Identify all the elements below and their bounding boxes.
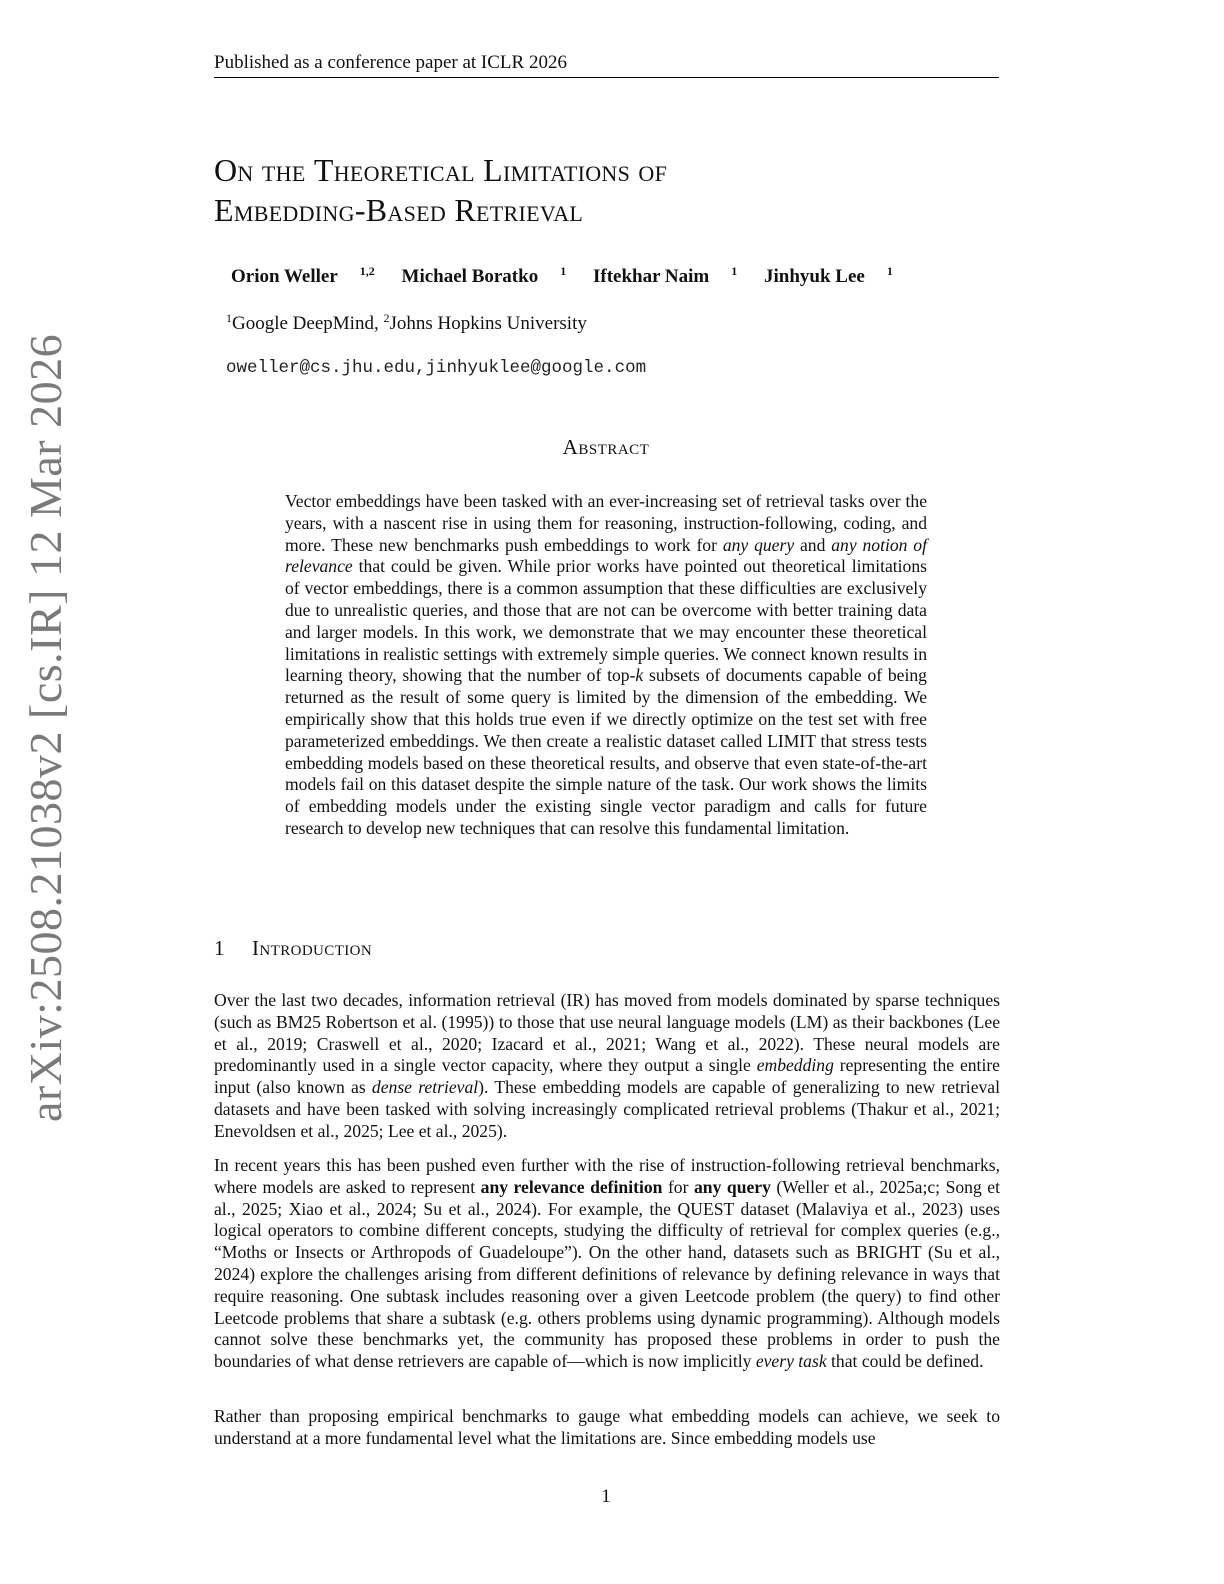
affiliations: $^1$Google DeepMind, $^2$Johns Hopkins University (226, 311, 587, 334)
text-run: In recent years this has been pushed even further with the rise of instruction-following retrieval benchmarks, where models are asked to represent (214, 1155, 1000, 1197)
title-line-1: On the Theoretical Limitations of (214, 152, 668, 188)
text-run: representing the entire input (also known as (214, 1055, 1000, 1098)
abstract-heading: Abstract (562, 435, 650, 459)
text-run: subsets of documents capable of being returned as the result of some query is limited by the dimension of the embedding. We empirically show that this holds true even if we directly optimize on the test set with free parameterized embeddings. We then create a realistic dataset called LIMIT that stress tests embedding models based on these theoretical results, and observe that even state-of-the-art models fail on this dataset despite the simple nature of the task. Our work shows the limits of embedding models under the existing single vector paradigm and calls for future research to develop new techniques that can resolve this fundamental limitation. (285, 665, 927, 838)
arxiv-stamp: arXiv:2508.21038v2 [cs.IR] 12 Mar 2026 (20, 333, 71, 1122)
contact-email: oweller@cs.jhu.edu,jinhyuklee@google.com (226, 358, 647, 378)
text-run: Rather than proposing empirical benchmarks to gauge what embedding models can achieve, we seek to understand at a more fundamental level what the limitations are. Since embedding models use (214, 1406, 1000, 1448)
title-line-2: Embedding-Based Retrieval (214, 192, 584, 228)
text-run: any notion of relevance (285, 534, 927, 577)
intro-paragraph (214, 990, 1000, 1143)
text-run: k (635, 665, 644, 686)
text-run: dense retrieval (371, 1077, 479, 1098)
text-run: ). These embedding models are capable of generalizing to new retrieval datasets and have been tasked with solving increasingly complicated retrieval problems (Thakur et al., 2021; Enevoldsen et al., 2025; Lee et al., 2025). (214, 1077, 1001, 1141)
text-run: embedding (756, 1055, 834, 1076)
text-run: Vector embeddings have been tasked with an ever-increasing set of retrieval tasks over the years, with a nascent rise in using them for reasoning, instruction-following, coding, and more. These new benchmarks push embeddings to work for (285, 491, 927, 555)
abstract-body (285, 491, 927, 840)
author: Iftekhar Naim $^1$ (592, 264, 738, 287)
section-heading: 1 Introduction (214, 936, 373, 960)
text-run: and (794, 534, 832, 555)
text-run: for (662, 1176, 694, 1197)
running-header: Published as a conference paper at ICLR 2026 (214, 52, 567, 73)
paper-title (214, 150, 667, 230)
text-run: (Weller et al., 2025a;c; Song et al., 2025; Xiao et al., 2024; Su et al., 2024). For example, the QUEST dataset (Malaviya et al., 2023) uses logical operators to combine different concepts, studying the difficulty of retrieval for complex queries (e.g., “Moths or Insects or Arthropods of Guadeloupe”). On the other hand, datasets such as BRIGHT (Su et al., 2024) explore the challenges arising from different definitions of relevance by defining relevance in ways that require reasoning. One subtask includes reasoning over a given Leetcode problem (the query) to find other Leetcode problems that share a subtask (e.g. others problems using dynamic programming). Although models cannot solve these benchmarks yet, the community has proposed these problems in order to push the boundaries of what dense retrievers are capable of—which is now implicitly (214, 1176, 1000, 1372)
text-run: every task (755, 1351, 827, 1372)
text-run: any relevance definition (480, 1176, 663, 1197)
text-run: that could be defined. (826, 1351, 984, 1372)
author-list (231, 266, 915, 288)
text-run: that could be given. While prior works have pointed out theoretical limitations of vector embeddings, there is a common assumption that these difficulties are exclusively due to unrealistic queries, and those that are not can be overcome with better training data and larger models. In this work, we demonstrate that we may encounter these theoretical limitations in realistic settings with extremely simple queries. We connect known results in learning theory, showing that the number of top- (285, 556, 927, 686)
text-run: Over the last two decades, information retrieval (IR) has moved from models dominated by sparse techniques (such as BM25 Robertson et al. (1995)) to those that use neural language models (LM) as their backbones (Lee et al., 2019; Craswell et al., 2020; Izacard et al., 2021; Wang et al., 2022). These neural models are predominantly used in a single vector capacity, where they output a single (214, 990, 1000, 1076)
author: Jinhyuk Lee $^1$ (764, 264, 893, 287)
author: Michael Boratko $^1$ (401, 264, 567, 287)
intro-paragraph (214, 1406, 1000, 1450)
page-number: 1 (601, 1486, 611, 1507)
author: Orion Weller $^{1,2}$ (231, 264, 375, 287)
intro-paragraph (214, 1155, 1000, 1373)
text-run: any query (694, 1176, 771, 1197)
text-run: any query (722, 534, 795, 555)
header-rule (214, 77, 999, 78)
